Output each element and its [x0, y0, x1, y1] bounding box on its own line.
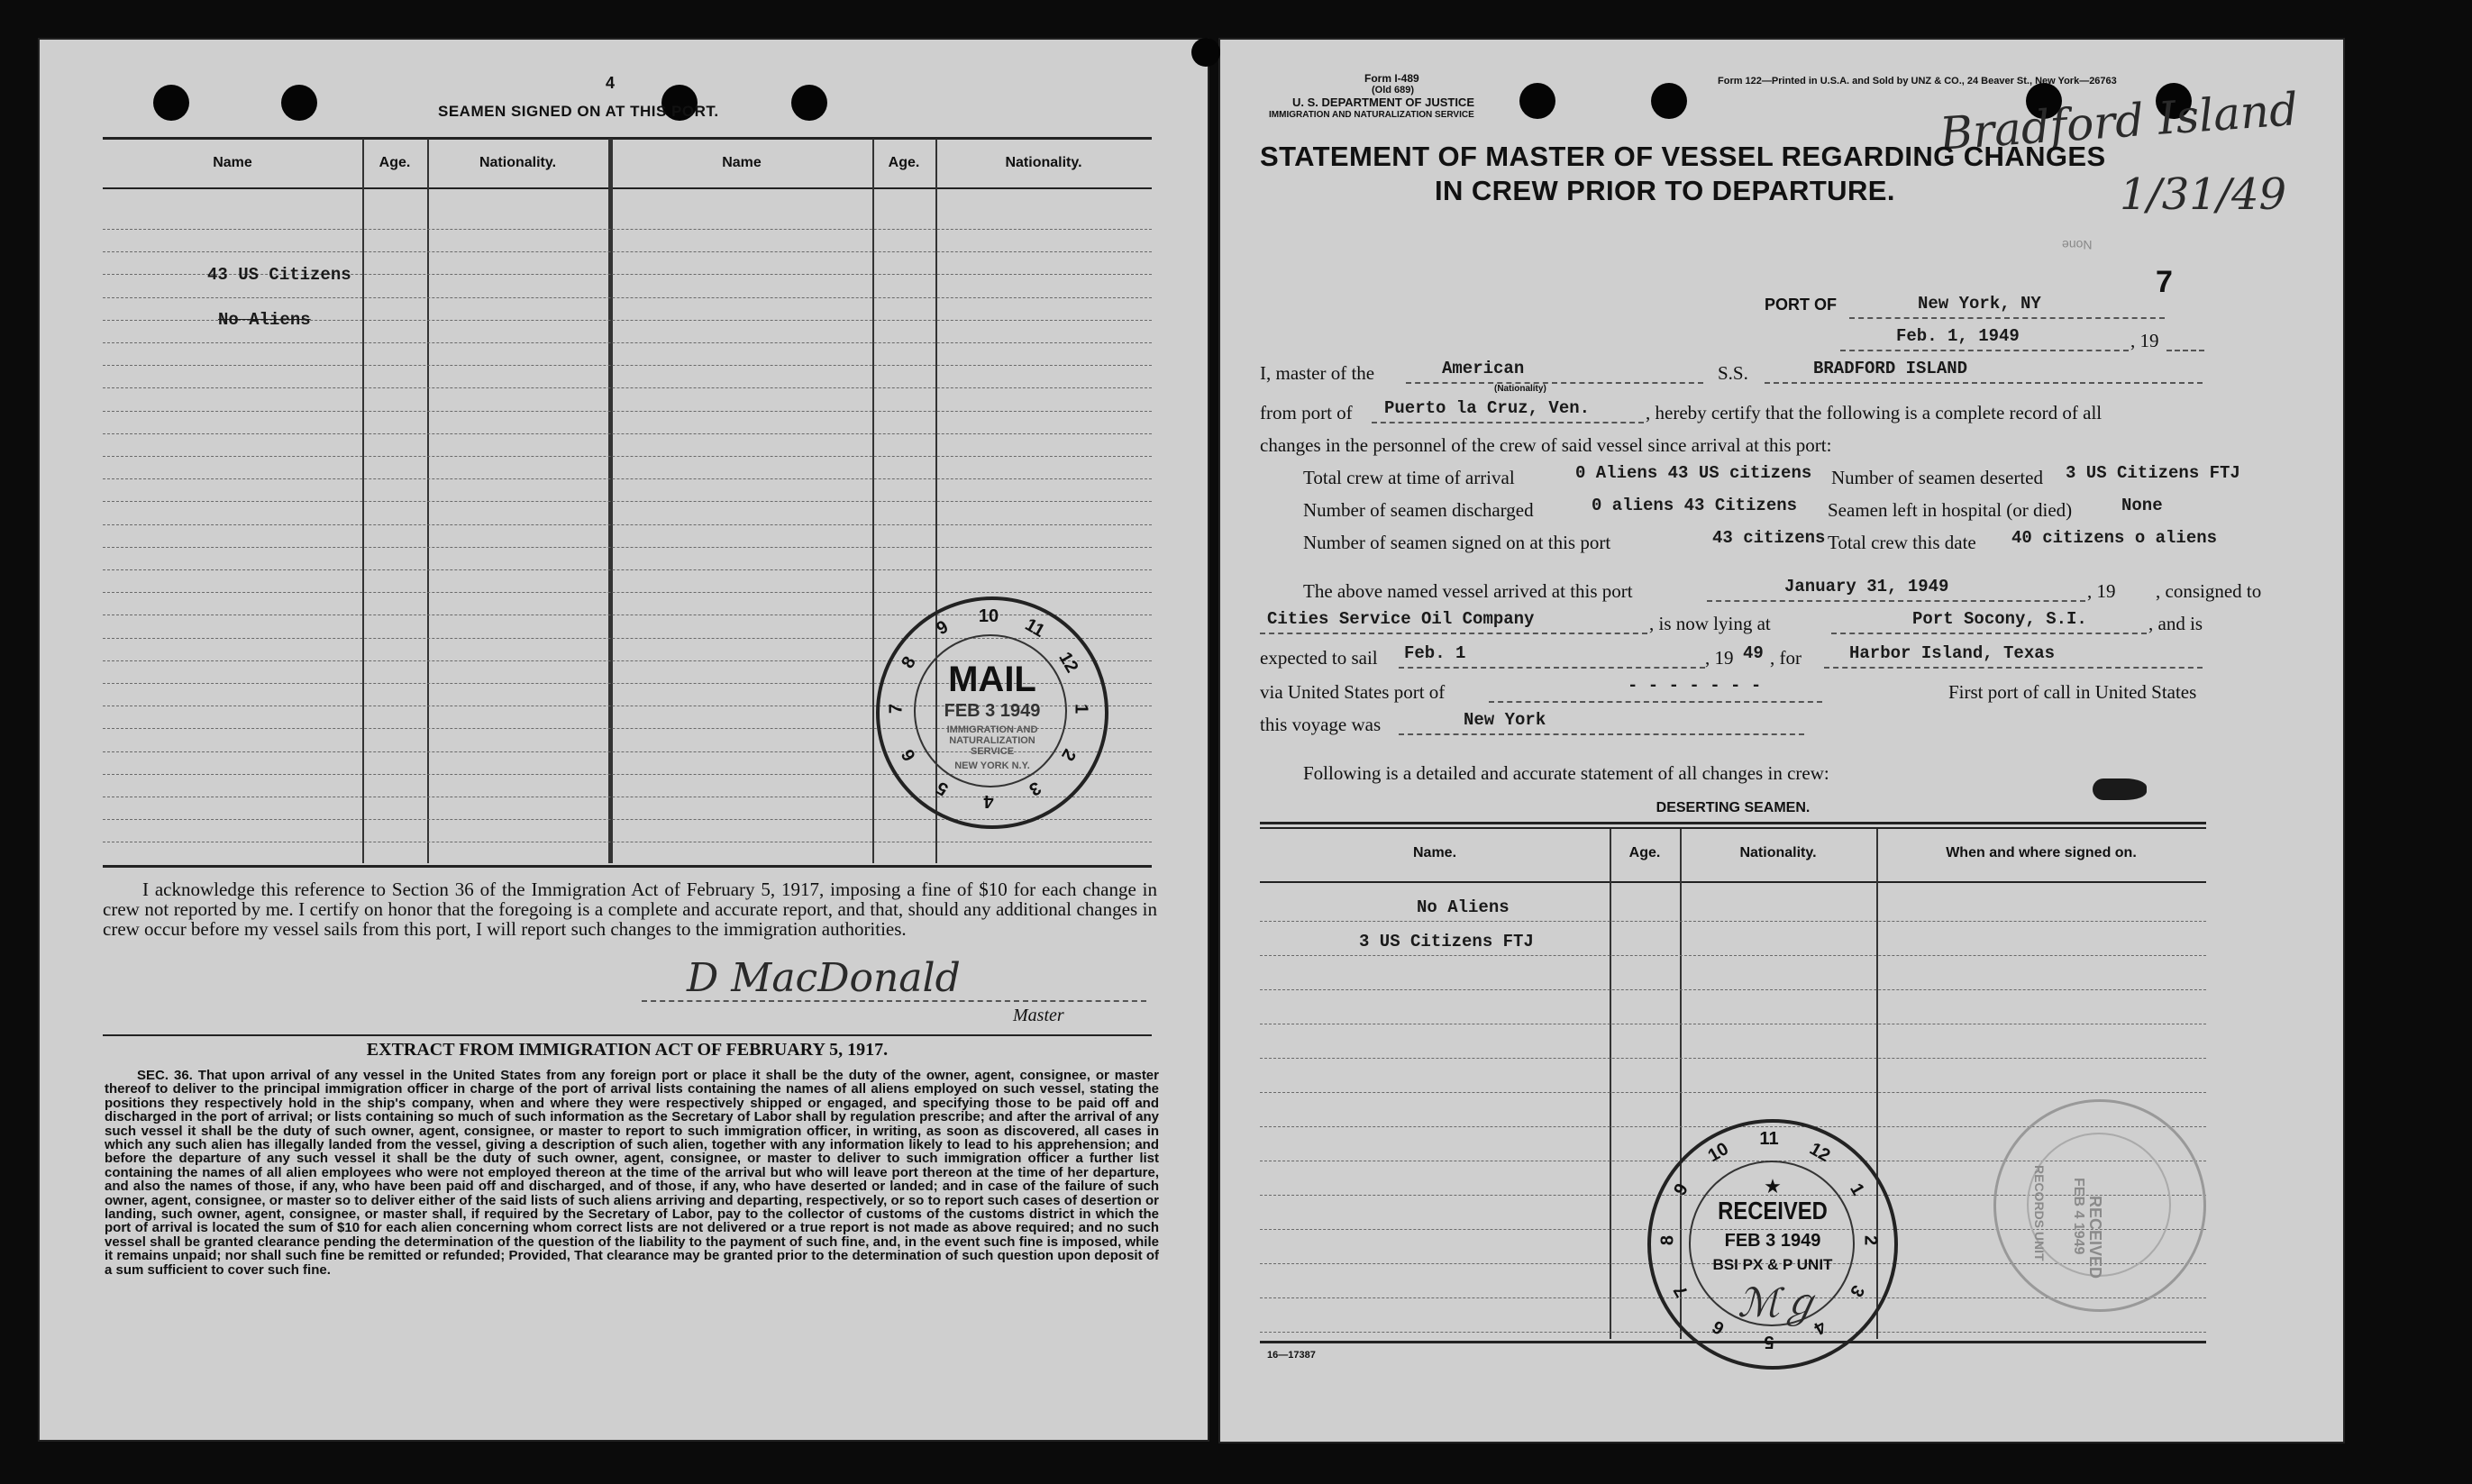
ruled-line [103, 478, 1152, 479]
stamp-ring-digit: 3 [1846, 1280, 1868, 1300]
ruled-line [1260, 921, 2206, 922]
lying-at-value: Port Socony, S.I. [1912, 609, 2087, 629]
arrived-label: The above named vessel arrived at this port [1303, 580, 1633, 602]
voyage-label: this voyage was [1260, 714, 1382, 735]
hospital-value: None [2121, 496, 2163, 515]
ruled-line [103, 456, 1152, 457]
stamp-ring-digit: 9 [1670, 1179, 1692, 1199]
handwritten-date: 1/31/49 [2120, 169, 2287, 220]
year-prefix: , 19 [2130, 330, 2159, 351]
consignee-value: Cities Service Oil Company [1267, 609, 1535, 629]
from-port-label: from port of [1260, 402, 1353, 423]
col-header-name-2: Name [722, 155, 762, 170]
stamp-ring-digit: 12 [1806, 1138, 1834, 1166]
expected-year-prefix: , 19 [1705, 647, 1734, 669]
desert-row-us-citizens: 3 US Citizens FTJ [1359, 932, 1534, 951]
ruled-line [103, 433, 1152, 434]
mail-stamp-label: MAIL [948, 660, 1036, 699]
deserted-label: Number of seamen deserted [1831, 467, 2043, 488]
stamp-ring-digit: 6 [897, 744, 920, 764]
stamp-ring-digit: 8 [897, 652, 920, 672]
extract-body: SEC. 36. That upon arrival of any vessel in the United States from any foreign port or place it shall be the duty of the owner, agent, consignee, or master thereof to deliver to the principal immigration officer in charge of the port of arrival lists containing the names of all aliens employed on such vessel, stating the positions they respectively hold in the ship's company, when and where they were respectively shipped or engaged, and specifying those to be paid off and discharged in the port of arrival; or lists containing so much of such information as the Secretary of Labor shall by regulation prescribe; and after the arrival of any such vessel it shall be the duty of such owner, agent, consignee, or master to report to such immigration officer, in writing, as soon as discovered, all cases in which any such alien has illegally landed from the vessel, giving a description of such alien, together with any information likely to lead to his apprehension; and before the departure of any such vessel it shall be the duty of such owner, agent, consignee, or master to deliver to such immigration officer a further list containing the names of all alien employees who were not employed thereon at the time of the arrival but who will leave port thereon at the time of her departure, and also the names of those, if any, who have been paid off and discharged, and of those, if any, who have deserted or landed; and in case of the failure of such owner, agent, consignee, or master so to deliver either of the said lists of such aliens arriving and departing, respectively, or so to report such cases of desertion or landing, such owner, agent, consignee, or master shall, if required by the Secretary of Labor, pay to the collector of customs of the customs district in which the port of arrival is located the sum of $10 for each alien concerning whom correct lists are not delivered or a true report is not made as above required; and no such vessel shall be granted clearance pending the determination of the question of the liability to the payment of such fine, and, in the event such fine is imposed, while it remains unpaid; nor shall such fine be remitted or refunded; Provided, That clearance may be granted prior to the determination of such question upon deposit of a sum sufficient to cover such fine. [105, 1068, 1159, 1278]
signed-on-label: Number of seamen signed on at this port [1303, 532, 1611, 553]
seamen-signed-on-title: SEAMEN SIGNED ON AT THIS PORT. [438, 103, 719, 120]
consigned-label: , consigned to [2156, 580, 2262, 602]
stamp-ring-digit: 11 [1759, 1128, 1779, 1149]
arrived-year-prefix: , 19 [2087, 580, 2116, 602]
master-label: Master [1013, 1006, 1064, 1025]
voyage-value: New York [1464, 710, 1546, 730]
ruled-line [103, 411, 1152, 412]
form-old-number: (Old 689) [1372, 85, 1415, 96]
statement-title-line1: STATEMENT OF MASTER OF VESSEL REGARDING CHANGES [1260, 141, 2106, 172]
ruled-line [103, 297, 1152, 298]
faded-received-stamp [1993, 1099, 2206, 1312]
certify-text: , hereby certify that the following is a complete record of all [1646, 402, 2103, 423]
punch-hole [791, 85, 827, 121]
stamp-ring-digit: 6 [1709, 1316, 1729, 1339]
total-crew-arrival-label: Total crew at time of arrival [1303, 467, 1515, 488]
col-header-name: Name [213, 155, 252, 170]
col-header-age-2: Age. [888, 155, 920, 170]
stamp-ring-digit: 2 [1860, 1234, 1881, 1245]
stamp-ring-digit: 5 [1764, 1331, 1774, 1352]
stamp-ring-digit: 4 [1810, 1316, 1829, 1339]
ruled-line [1260, 989, 2206, 990]
stamp-ring-digit: 4 [983, 790, 994, 811]
stamp-ring-digit: 5 [933, 777, 953, 800]
stamp-ring-digit: 3 [1025, 777, 1044, 800]
punch-hole [153, 85, 189, 121]
total-today-label: Total crew this date [1828, 532, 1976, 553]
ruled-line [103, 569, 1152, 570]
desert-col-age: Age. [1628, 845, 1661, 860]
ruled-line [103, 229, 1152, 230]
footer-code: 16—17387 [1267, 1350, 1316, 1361]
ruled-line [103, 592, 1152, 593]
mail-stamp [876, 596, 1108, 829]
right-page [1218, 38, 2345, 1443]
statement-date: Feb. 1, 1949 [1896, 326, 2020, 346]
received-stamp-initials: ℳℊ [1738, 1280, 1820, 1326]
star-icon: ★ [1764, 1175, 1782, 1197]
ruled-line [103, 342, 1152, 343]
desert-col-signed-on: When and where signed on. [1946, 845, 2137, 860]
for-label: , for [1770, 647, 1802, 669]
stamp-ring-digit: 12 [1054, 648, 1082, 676]
destination-value: Harbor Island, Texas [1849, 643, 2056, 663]
entry-us-citizens: 43 US Citizens [207, 265, 351, 285]
received-stamp-unit: BSI PX & P UNIT [1712, 1256, 1833, 1273]
stamp-ring-digit: 1 [1071, 703, 1091, 714]
faint-note: None [2062, 238, 2093, 252]
desert-row-no-aliens: No Aliens [1417, 897, 1510, 917]
faded-stamp-side: RECORDS UNIT [2032, 1165, 2047, 1261]
department-label: U. S. DEPARTMENT OF JUSTICE [1292, 96, 1474, 109]
stamp-ring-digit: 7 [1670, 1280, 1692, 1300]
stamp-ring-digit: 2 [1057, 744, 1081, 764]
signed-on-value: 43 citizens [1712, 528, 1826, 548]
stamp-ring-digit: 8 [1657, 1234, 1678, 1245]
ss-label: S.S. [1718, 362, 1748, 384]
printer-line: Form 122—Printed in U.S.A. and Sold by UNZ & CO., 24 Beaver St., New York—26763 [1718, 76, 2117, 86]
ruled-line [103, 251, 1152, 252]
discharged-value: 0 aliens 43 Citizens [1592, 496, 1798, 515]
faded-stamp-label: RECEIVED [2086, 1196, 2104, 1279]
master-signature: D MacDonald [687, 955, 961, 1001]
via-value: - - - - - - - [1628, 676, 1762, 696]
stamp-ring-digit: 10 [1704, 1138, 1732, 1166]
extract-title: EXTRACT FROM IMMIGRATION ACT OF FEBRUARY 5, 1917. [366, 1040, 889, 1060]
page-marker: 7 [2156, 265, 2173, 299]
entry-no-aliens: No Aliens [218, 310, 311, 330]
ruled-line [103, 387, 1152, 388]
ruled-line [103, 547, 1152, 548]
nationality-value: American [1442, 359, 1525, 378]
stamp-ring-digit: 1 [1846, 1179, 1868, 1199]
and-is-label: , and is [2148, 613, 2203, 634]
desert-col-nationality: Nationality. [1739, 845, 1817, 860]
port-of-value: New York, NY [1918, 294, 2041, 314]
desert-col-name: Name. [1412, 845, 1457, 860]
total-today-value: 40 citizens o aliens [2011, 528, 2218, 548]
col-header-age: Age. [379, 155, 411, 170]
page-number: 4 [606, 74, 616, 92]
ruled-line [1260, 955, 2206, 956]
hand-pointer-icon [2093, 778, 2147, 800]
nationality-label: (Nationality) [1494, 384, 1546, 394]
expected-year-value: 49 [1743, 643, 1764, 663]
left-page [38, 38, 1209, 1442]
arrived-value: January 31, 1949 [1784, 577, 1949, 596]
master-of-label: I, master of the [1260, 362, 1375, 384]
vessel-name: BRADFORD ISLAND [1813, 359, 1968, 378]
received-stamp-label: RECEIVED [1718, 1197, 1828, 1225]
punch-hole [1651, 83, 1687, 119]
from-port-value: Puerto la Cruz, Ven. [1384, 398, 1591, 418]
ruled-line [103, 501, 1152, 502]
following-label: Following is a detailed and accurate statement of all changes in crew: [1303, 762, 1829, 784]
lying-label: , is now lying at [1649, 613, 1771, 634]
mail-stamp-date: FEB 3 1949 [944, 701, 1041, 721]
ruled-line [103, 524, 1152, 525]
stamp-ring-digit: 9 [933, 616, 953, 640]
service-label: IMMIGRATION AND NATURALIZATION SERVICE [1269, 110, 1474, 120]
discharged-label: Number of seamen discharged [1303, 499, 1534, 521]
faded-stamp-date: FEB 4 1949 [2071, 1178, 2086, 1255]
form-number: Form I-489 [1364, 72, 1419, 85]
received-stamp [1647, 1119, 1898, 1370]
col-header-nationality-2: Nationality. [1005, 155, 1082, 170]
stamp-ring-digit: 10 [978, 605, 999, 626]
first-call-label: First port of call in United States [1948, 681, 2197, 703]
via-label: via United States port of [1260, 681, 1446, 703]
stamp-ring-digit: 7 [886, 703, 907, 714]
deserted-value: 3 US Citizens FTJ [2066, 463, 2240, 483]
ruled-line [1260, 1058, 2206, 1059]
received-stamp-date: FEB 3 1949 [1724, 1231, 1821, 1251]
deserting-title: DESERTING SEAMEN. [1656, 800, 1811, 815]
handwritten-ship-name: Bradford Island [1938, 83, 2300, 160]
ruled-line [103, 365, 1152, 366]
mail-stamp-city: NEW YORK N.Y. [954, 760, 1030, 771]
certify-text-2: changes in the personnel of the crew of said vessel since arrival at this port: [1260, 434, 1832, 456]
ruled-line [1260, 1092, 2206, 1093]
punch-hole [1191, 38, 1220, 67]
statement-title-line2: IN CREW PRIOR TO DEPARTURE. [1435, 175, 1895, 206]
expected-value: Feb. 1 [1404, 643, 1466, 663]
acknowledgment-text: I acknowledge this reference to Section 36 of the Immigration Act of February 5, 1917, imposing a fine of $10 for each change in crew not reported by me. I certify on honor that the foregoing is a complete and accurate report, and that, should any additional changes in crew occur before my vessel sails from this port, I will report such changes to the immigration authorities. [103, 879, 1157, 940]
hospital-label: Seamen left in hospital (or died) [1828, 499, 2073, 521]
punch-hole [1519, 83, 1555, 119]
port-of-label: PORT OF [1765, 296, 1837, 314]
expected-label: expected to sail [1260, 647, 1378, 669]
stamp-ring-digit: 11 [1021, 615, 1048, 642]
mail-stamp-agency: IMMIGRATION AND NATURALIZATION SERVICE [946, 724, 1038, 757]
col-header-nationality: Nationality. [479, 155, 557, 170]
total-crew-arrival-value: 0 Aliens 43 US citizens [1575, 463, 1812, 483]
punch-hole [281, 85, 317, 121]
